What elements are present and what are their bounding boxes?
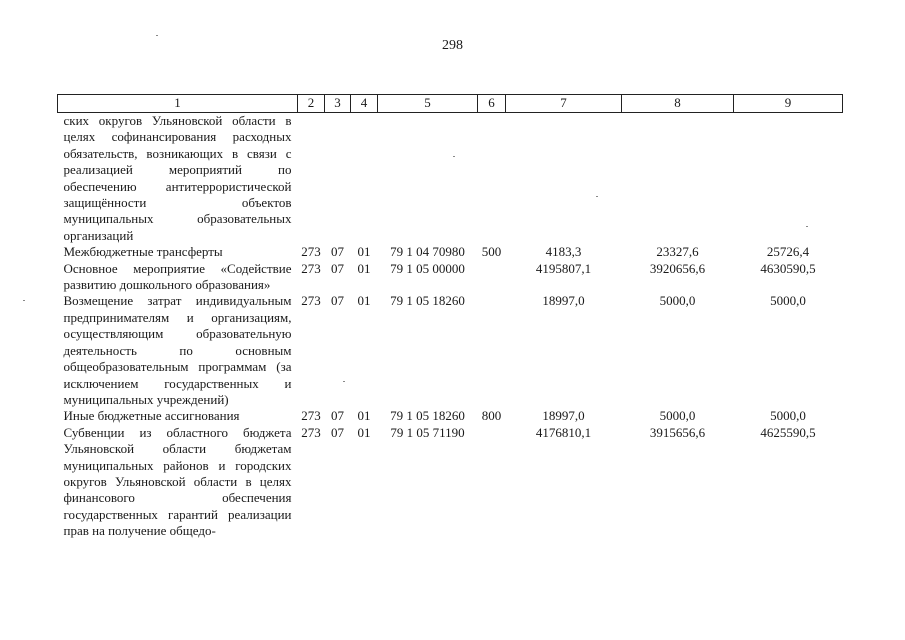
page-number: 298 bbox=[442, 38, 463, 53]
cell-c8: 5000,0 bbox=[659, 408, 696, 424]
cell-c4 bbox=[351, 113, 378, 245]
cell-c4: 01 bbox=[357, 260, 371, 276]
cell-c5: 79 1 05 18260 bbox=[390, 408, 465, 424]
scan-speck bbox=[453, 156, 455, 157]
table-row bbox=[58, 261, 843, 294]
cell-c5: 79 1 05 18260 bbox=[390, 293, 465, 309]
cell-c3 bbox=[325, 113, 351, 245]
row-name: ских округов Ульяновской области в целях софинансирования расходных обязательств, возникающих в связи с реализацией мероприятий по обеспечению антитеррористической защищённости объектов муниципальных образовательных организаций bbox=[63, 113, 292, 243]
cell-c4: 01 bbox=[357, 408, 371, 424]
cell-c7: 4183,3 bbox=[545, 244, 582, 260]
cell-c4: 01 bbox=[357, 293, 371, 309]
cell-c9: 5000,0 bbox=[770, 408, 806, 424]
cell-c2: 273 bbox=[301, 244, 321, 260]
cell-c9: 4630590,5 bbox=[760, 260, 816, 276]
budget-table bbox=[57, 94, 843, 540]
cell-c9: 5000,0 bbox=[770, 293, 806, 309]
scan-speck bbox=[806, 226, 808, 227]
cell-c3: 07 bbox=[331, 424, 344, 440]
table-row bbox=[58, 293, 843, 408]
scan-speck bbox=[596, 196, 598, 197]
cell-c4: 01 bbox=[357, 244, 371, 260]
scan-speck bbox=[156, 35, 158, 36]
cell-c8: 23327,6 bbox=[656, 244, 699, 260]
row-name: Межбюджетные трансферты bbox=[63, 244, 223, 260]
cell-c2: 273 bbox=[301, 424, 321, 440]
column-header: 4 bbox=[351, 95, 378, 113]
cell-c6 bbox=[478, 293, 506, 408]
table-row bbox=[58, 113, 843, 245]
cell-c6 bbox=[478, 261, 506, 294]
scan-speck bbox=[23, 300, 25, 301]
table-header-row bbox=[58, 95, 843, 113]
cell-c9: 25726,4 bbox=[766, 244, 810, 260]
cell-c5: 79 1 04 70980 bbox=[390, 244, 465, 260]
column-header: 2 bbox=[298, 95, 325, 113]
cell-c5 bbox=[378, 113, 478, 245]
table-row bbox=[58, 425, 843, 540]
column-header: 5 bbox=[378, 95, 478, 113]
cell-c7: 18997,0 bbox=[542, 293, 585, 309]
column-header: 8 bbox=[622, 95, 734, 113]
cell-c7: 18997,0 bbox=[542, 408, 585, 424]
cell-c4: 01 bbox=[357, 424, 371, 440]
cell-c5: 79 1 05 00000 bbox=[390, 260, 465, 276]
cell-c6: 800 bbox=[481, 408, 502, 424]
cell-c7 bbox=[506, 113, 622, 245]
scan-speck bbox=[343, 381, 345, 382]
cell-c5: 79 1 05 71190 bbox=[390, 424, 465, 440]
cell-c6 bbox=[478, 425, 506, 540]
cell-c7: 4195807,1 bbox=[535, 260, 592, 276]
cell-c3: 07 bbox=[331, 244, 344, 260]
column-header: 1 bbox=[58, 95, 298, 113]
column-header: 9 bbox=[734, 95, 843, 113]
cell-c3: 07 bbox=[331, 260, 344, 276]
column-header: 7 bbox=[506, 95, 622, 113]
cell-c2: 273 bbox=[301, 293, 321, 309]
cell-c9 bbox=[734, 113, 843, 245]
column-header: 6 bbox=[478, 95, 506, 113]
table-row bbox=[58, 408, 843, 424]
column-header: 3 bbox=[325, 95, 351, 113]
row-name: Возмещение затрат индивидуальным предпринимателям и организациям, осуществляющим образовательную деятельность по основным общеобразовательным программам (за исключением государственных и муниципальных учреждений) bbox=[63, 293, 292, 407]
cell-c8: 5000,0 bbox=[659, 293, 696, 309]
cell-c8: 3915656,6 bbox=[649, 424, 706, 440]
cell-c6 bbox=[478, 113, 506, 245]
cell-c8: 3920656,6 bbox=[649, 260, 706, 276]
table-row bbox=[58, 244, 843, 260]
cell-c8 bbox=[622, 113, 734, 245]
cell-c3: 07 bbox=[331, 408, 344, 424]
cell-c7: 4176810,1 bbox=[535, 424, 592, 440]
cell-c9: 4625590,5 bbox=[760, 424, 816, 440]
row-name: Основное мероприятие «Содействие развитию дошкольного образования» bbox=[63, 260, 292, 293]
row-name: Субвенции из областного бюджета Ульяновской области бюджетам муниципальных районов и городских округов Ульяновской области в целях финансового обеспечения государственных гарантий реализации прав на получение общедо- bbox=[63, 424, 292, 539]
cell-c3: 07 bbox=[331, 293, 344, 309]
row-name: Иные бюджетные ассигнования bbox=[63, 408, 240, 424]
cell-c2: 273 bbox=[301, 260, 321, 276]
cell-c6: 500 bbox=[481, 244, 502, 260]
cell-c2: 273 bbox=[301, 408, 321, 424]
cell-c2 bbox=[298, 113, 325, 245]
